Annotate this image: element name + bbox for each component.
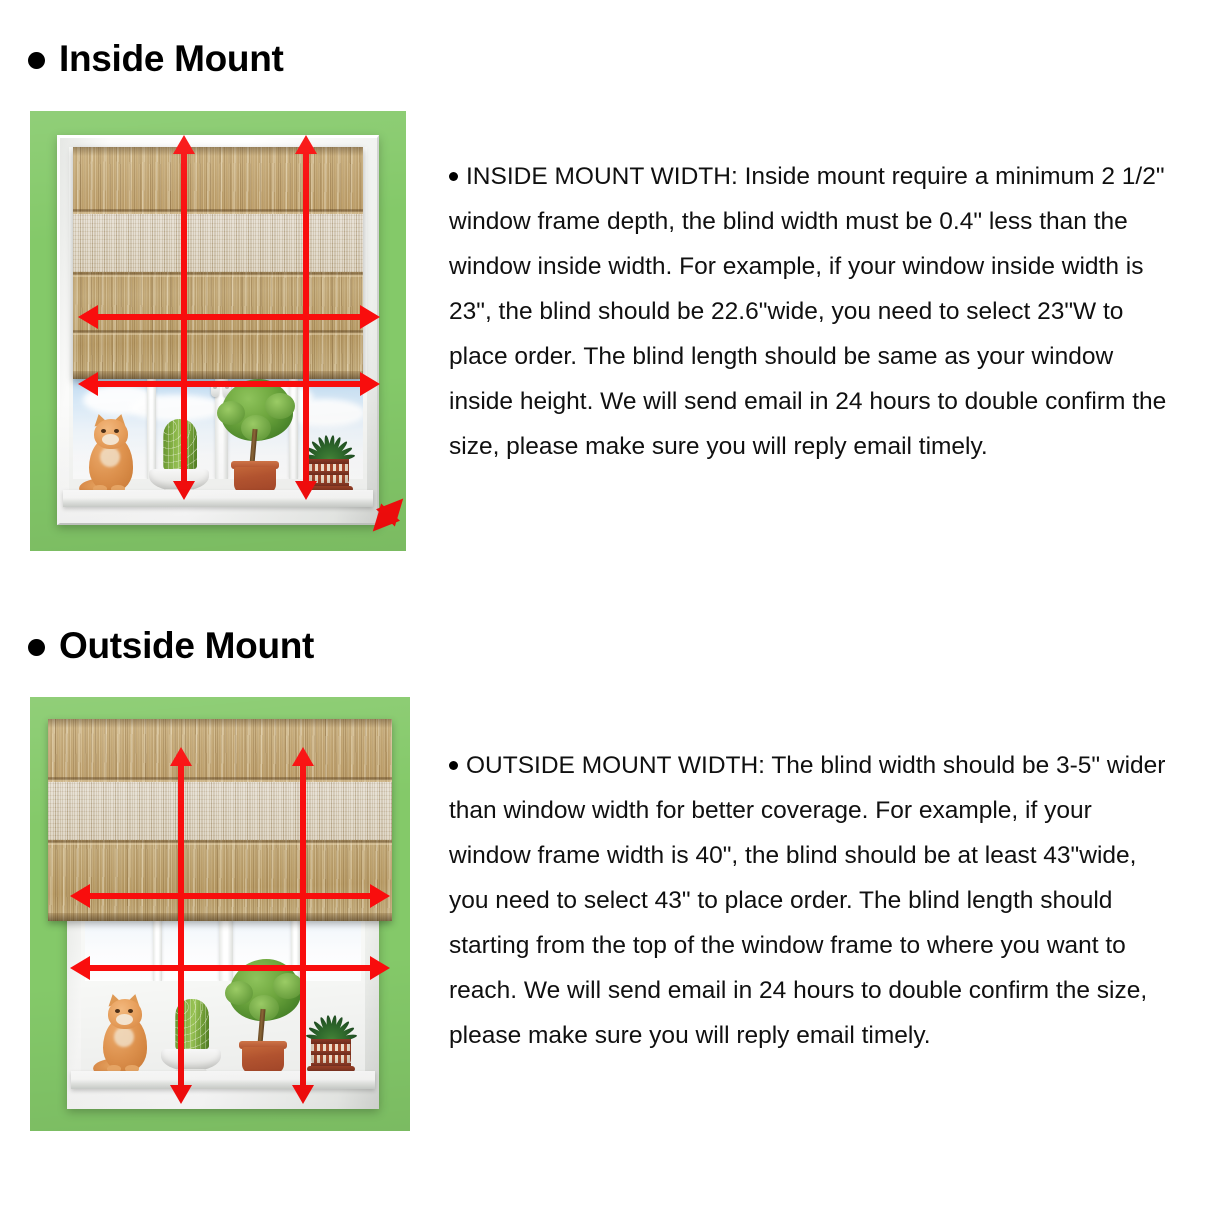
- blind-sheer-band: [73, 214, 363, 272]
- paragraph-bullet-icon: [449, 761, 458, 770]
- cat-illustration: [97, 993, 155, 1077]
- arrow-blind-width-line: [90, 893, 370, 899]
- arrow-blind-width-left-head: [78, 305, 98, 329]
- cat-chest: [114, 1027, 134, 1047]
- arrow-height-right-down-head: [295, 481, 317, 500]
- blind-top-shadow: [48, 719, 392, 728]
- blind-sheer-band: [48, 782, 392, 840]
- arrow-height-left-line: [178, 765, 184, 1087]
- paragraph-inside-mount-text: INSIDE MOUNT WIDTH: Inside mount require a minimum 2 1/2" window frame depth, the blind width must be 0.4" less than the window inside width. For example, if your window inside width is 23", the blind should be 22.6"wide, you need to select 23"W to place order. The blind length should be same as your window inside height. We will send email in 24 hours to double confirm the size, please make sure you will reply email timely.: [449, 163, 1167, 460]
- arrow-frame-depth: [365, 496, 406, 540]
- patterned-pot: [311, 1039, 351, 1067]
- cactus-plant: [159, 999, 223, 1077]
- paragraph-bullet-icon: [449, 172, 458, 181]
- arrow-height-left-down-head: [173, 481, 195, 500]
- cat-eye: [115, 1009, 120, 1013]
- arrow-height-left-up-head: [170, 747, 192, 766]
- arrow-window-width-right-head: [370, 956, 390, 980]
- pot-band: [311, 1039, 351, 1044]
- blind-bottom-rail: [73, 371, 363, 379]
- heading-inside-mount-label: Inside Mount: [59, 38, 284, 79]
- frame-recess: [69, 147, 367, 507]
- arrow-blind-width-right-head: [370, 884, 390, 908]
- agave-rosette: [303, 429, 355, 461]
- arrow-blind-width-line: [98, 314, 360, 320]
- cloud-shape: [129, 395, 225, 421]
- cat-eye: [128, 1009, 133, 1013]
- tree-leaf-cluster: [225, 981, 253, 1005]
- cat-chest: [100, 447, 120, 467]
- pot-band: [311, 1051, 351, 1055]
- blind-top-shadow: [73, 147, 363, 156]
- arrow-window-width-left-head: [78, 372, 98, 396]
- arrow-height-right-down-head: [292, 1085, 314, 1104]
- blind-fold-seam: [48, 840, 392, 845]
- arrow-height-right-up-head: [292, 747, 314, 766]
- heading-outside-mount-label: Outside Mount: [59, 625, 315, 666]
- white-bowl: [161, 1049, 221, 1071]
- arrow-height-right-up-head: [295, 135, 317, 154]
- tree-leaf-cluster: [273, 973, 303, 999]
- window-sill: [63, 490, 373, 507]
- arrow-height-left-down-head: [170, 1085, 192, 1104]
- potted-tree: [215, 379, 295, 497]
- arrow-window-width-right-head: [360, 372, 380, 396]
- heading-bullet-icon: [28, 52, 45, 69]
- blind-bottom-rail: [48, 913, 392, 921]
- agave-plant: [299, 1009, 363, 1077]
- woven-wood-blind-outside: [48, 719, 392, 921]
- cat-eye: [101, 429, 106, 433]
- pot-band: [309, 471, 349, 475]
- arrow-blind-width-right-head: [360, 305, 380, 329]
- arrow-height-left-up-head: [173, 135, 195, 154]
- pot-band: [309, 459, 349, 464]
- window-frame-inside: [57, 135, 379, 525]
- cat-muzzle: [116, 1014, 133, 1025]
- tree-leaf-cluster: [265, 393, 295, 419]
- potted-tree: [223, 959, 303, 1077]
- tree-leaf-cluster: [217, 401, 245, 425]
- paragraph-outside-mount: [449, 743, 1179, 1058]
- agave-rosette: [305, 1009, 357, 1041]
- blind-fold-seam: [73, 272, 363, 277]
- cactus-body: [163, 419, 197, 471]
- terracotta-pot: [242, 1047, 284, 1073]
- blind-fold-seam: [73, 330, 363, 335]
- cat-muzzle: [102, 434, 119, 445]
- arrow-window-width-line: [98, 381, 360, 387]
- heading-inside-mount: [28, 38, 284, 80]
- cat-eye: [114, 429, 119, 433]
- illustration-inside-mount: [30, 111, 406, 551]
- arrow-blind-width-left-head: [70, 884, 90, 908]
- arrow-height-right-line: [300, 765, 306, 1087]
- heading-outside-mount: [28, 625, 314, 667]
- arrow-window-width-line: [90, 965, 370, 971]
- woven-wood-blind-inside: [73, 147, 363, 379]
- heading-bullet-icon: [28, 639, 45, 656]
- illustration-outside-mount: [30, 697, 410, 1131]
- window-sill: [71, 1071, 375, 1089]
- cat-illustration: [83, 413, 141, 497]
- arrow-window-width-left-head: [70, 956, 90, 980]
- paragraph-inside-mount: [449, 154, 1179, 469]
- paragraph-outside-mount-text: OUTSIDE MOUNT WIDTH: The blind width should be 3-5" wider than window width for better coverage. For example, if your window frame width is 40", the blind should be at least 43"wide, you need to select 43" to place order. The blind length should starting from the top of the window frame to where you want to reach. We will send email in 24 hours to double confirm the size, please make sure you will reply email timely.: [449, 752, 1166, 1049]
